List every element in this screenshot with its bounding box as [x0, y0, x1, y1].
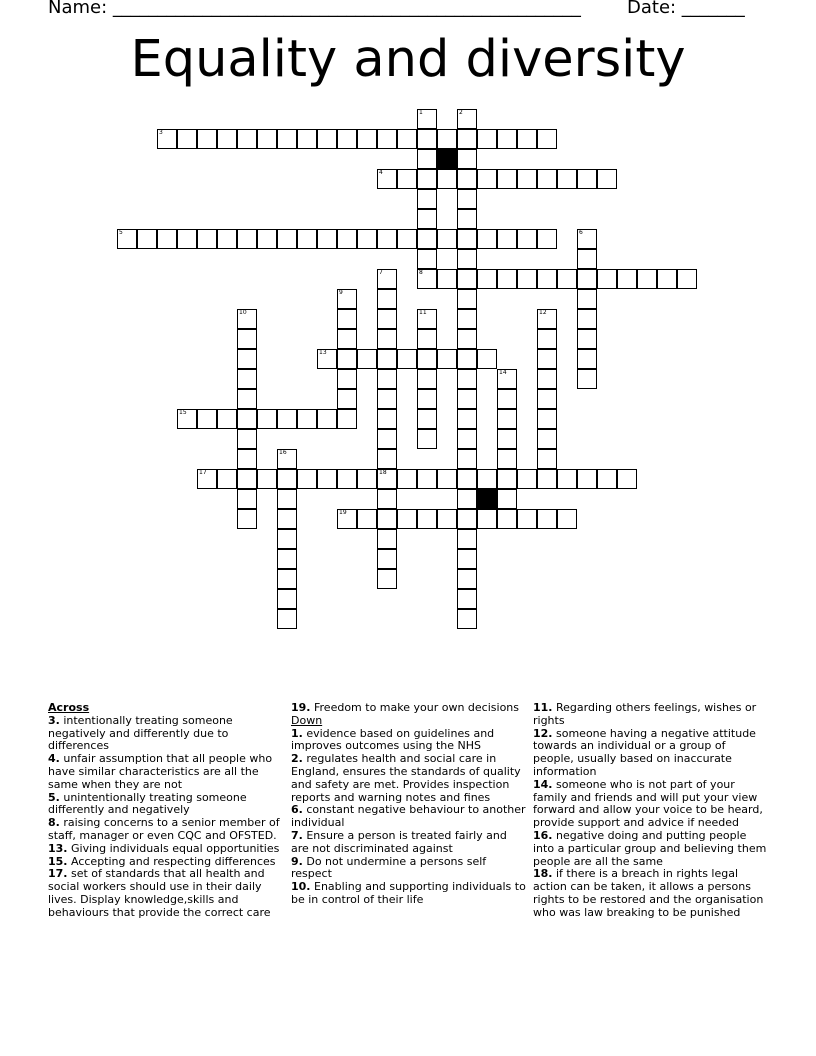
- grid-cell[interactable]: [417, 349, 437, 369]
- grid-cell[interactable]: [497, 509, 517, 529]
- clue-text: Ensure a person is treated fairly and are not discriminated against: [291, 828, 507, 855]
- grid-cell[interactable]: [377, 509, 397, 529]
- clue-text: raising concerns to a senior member of staff, manager or even CQC and OFSTED.: [48, 816, 280, 842]
- grid-cell[interactable]: [237, 129, 257, 149]
- grid-cell[interactable]: [277, 229, 297, 249]
- grid-cell[interactable]: [357, 509, 377, 529]
- grid-cell[interactable]: [477, 469, 497, 489]
- grid-cell[interactable]: [577, 269, 597, 289]
- grid-cell[interactable]: [497, 389, 517, 409]
- grid-cell[interactable]: [457, 529, 477, 549]
- clue-text: regulates health and social care in England, ensures the standards of quality and safety are met. Provides inspection reports and warning notes and fines: [291, 752, 521, 804]
- grid-cell[interactable]: [257, 129, 277, 149]
- grid-cell[interactable]: [417, 409, 437, 429]
- grid-cell[interactable]: [537, 349, 557, 369]
- down-clue-16: [533, 830, 769, 868]
- grid-cell[interactable]: [417, 229, 437, 249]
- date-field-label: Date: _______: [627, 0, 745, 18]
- grid-cell[interactable]: [277, 529, 297, 549]
- grid-cell[interactable]: [217, 229, 237, 249]
- grid-cell[interactable]: [457, 129, 477, 149]
- grid-cell[interactable]: [217, 409, 237, 429]
- clue-column-1: [48, 702, 284, 920]
- clue-number-label: 7: [379, 269, 383, 276]
- clue-number: 4.: [48, 752, 60, 766]
- grid-cell[interactable]: [257, 469, 277, 489]
- clue-column-3: [533, 702, 769, 920]
- grid-cell[interactable]: [297, 469, 317, 489]
- grid-cell[interactable]: [517, 129, 537, 149]
- grid-cell[interactable]: [377, 549, 397, 569]
- grid-cell[interactable]: [337, 389, 357, 409]
- grid-cell[interactable]: [377, 409, 397, 429]
- grid-cell[interactable]: [457, 329, 477, 349]
- grid-cell[interactable]: [537, 269, 557, 289]
- grid-cell[interactable]: [477, 269, 497, 289]
- grid-cell[interactable]: [537, 309, 557, 329]
- grid-cell[interactable]: [337, 369, 357, 389]
- clue-number: 14.: [533, 777, 553, 791]
- grid-cell[interactable]: [237, 489, 257, 509]
- grid-cell[interactable]: [417, 249, 437, 269]
- grid-cell[interactable]: [577, 369, 597, 389]
- grid-cell[interactable]: [417, 429, 437, 449]
- clue-number: 1.: [291, 726, 303, 740]
- grid-cell[interactable]: [417, 389, 437, 409]
- grid-cell[interactable]: [537, 389, 557, 409]
- clue-number-label: 6: [579, 229, 583, 236]
- grid-cell[interactable]: [317, 409, 337, 429]
- grid-cell[interactable]: [377, 349, 397, 369]
- grid-cell[interactable]: [297, 409, 317, 429]
- grid-cell[interactable]: [477, 509, 497, 529]
- grid-cell[interactable]: [557, 509, 577, 529]
- clue-number-label: 4: [379, 169, 383, 176]
- grid-cell[interactable]: [277, 409, 297, 429]
- grid-cell[interactable]: [377, 449, 397, 469]
- clue-number-label: 19: [339, 509, 347, 516]
- grid-cell[interactable]: [377, 309, 397, 329]
- clue-number: 17.: [48, 867, 68, 881]
- grid-cell[interactable]: [537, 429, 557, 449]
- grid-cell[interactable]: [257, 229, 277, 249]
- clue-number-label: 9: [339, 289, 343, 296]
- grid-cell[interactable]: [237, 389, 257, 409]
- clue-number: 5.: [48, 790, 60, 804]
- grid-cell[interactable]: [417, 509, 437, 529]
- grid-cell[interactable]: [417, 149, 437, 169]
- grid-cell[interactable]: [277, 449, 297, 469]
- clue-number-label: 12: [539, 309, 547, 316]
- grid-cell[interactable]: [277, 129, 297, 149]
- grid-cell[interactable]: [557, 269, 577, 289]
- grid-cell[interactable]: [157, 229, 177, 249]
- clue-number-label: 15: [179, 409, 187, 416]
- clue-number: 9.: [291, 854, 303, 868]
- down-clue-10: [291, 881, 527, 907]
- grid-cell[interactable]: [277, 489, 297, 509]
- grid-cell[interactable]: [297, 129, 317, 149]
- clue-number-label: 13: [319, 349, 327, 356]
- clue-number-label: 16: [279, 449, 287, 456]
- grid-cell[interactable]: [497, 229, 517, 249]
- grid-cell[interactable]: [497, 369, 517, 389]
- clue-number-label: 2: [459, 109, 463, 116]
- grid-cell[interactable]: [457, 269, 477, 289]
- grid-cell[interactable]: [317, 469, 337, 489]
- clue-number: 6.: [291, 803, 303, 817]
- grid-cell[interactable]: [417, 109, 437, 129]
- grid-cell[interactable]: [617, 269, 637, 289]
- grid-cell[interactable]: [277, 609, 297, 629]
- grid-cell[interactable]: [217, 469, 237, 489]
- grid-cell[interactable]: [437, 269, 457, 289]
- grid-cell[interactable]: [457, 429, 477, 449]
- clue-text: Enabling and supporting individuals to be in control of their life: [291, 880, 526, 906]
- grid-cell[interactable]: [297, 229, 317, 249]
- grid-cell[interactable]: [417, 189, 437, 209]
- down-clue-1: [291, 728, 527, 754]
- clue-number-label: 1: [419, 109, 423, 116]
- down-clue-11: [533, 702, 769, 728]
- grid-cell[interactable]: [257, 409, 277, 429]
- grid-cell[interactable]: [457, 249, 477, 269]
- clue-number-label: 14: [499, 369, 507, 376]
- clue-text: someone having a negative attitude towards an individual or a group of people, usually based on inaccurate information: [533, 726, 756, 778]
- grid-cell[interactable]: [337, 469, 357, 489]
- clue-number-label: 3: [159, 129, 163, 136]
- clue-number: 12.: [533, 726, 553, 740]
- grid-cell[interactable]: [157, 129, 177, 149]
- grid-cell[interactable]: [337, 409, 357, 429]
- grid-cell[interactable]: [237, 409, 257, 429]
- grid-cell[interactable]: [317, 349, 337, 369]
- grid-cell[interactable]: [497, 429, 517, 449]
- grid-cell[interactable]: [277, 469, 297, 489]
- grid-cell[interactable]: [137, 229, 157, 249]
- grid-cell[interactable]: [377, 289, 397, 309]
- grid-cell[interactable]: [517, 509, 537, 529]
- clue-number: 7.: [291, 828, 303, 842]
- grid-cell[interactable]: [437, 349, 457, 369]
- clue-number: 15.: [48, 854, 68, 868]
- grid-cell[interactable]: [457, 229, 477, 249]
- clue-text: Freedom to make your own decisions: [314, 701, 520, 714]
- grid-cell[interactable]: [477, 129, 497, 149]
- grid-cell[interactable]: [497, 489, 517, 509]
- down-clue-18: [533, 868, 769, 919]
- grid-cell[interactable]: [397, 229, 417, 249]
- grid-cell[interactable]: [577, 289, 597, 309]
- clue-number: 18.: [533, 867, 553, 881]
- grid-cell[interactable]: [517, 229, 537, 249]
- clue-number: 13.: [48, 841, 68, 855]
- grid-cell[interactable]: [217, 129, 237, 149]
- grid-cell[interactable]: [557, 169, 577, 189]
- grid-cell[interactable]: [377, 129, 397, 149]
- down-clue-6: [291, 804, 527, 830]
- clue-number: 10.: [291, 880, 311, 894]
- down-clue-14: [533, 779, 769, 830]
- grid-cell[interactable]: [577, 169, 597, 189]
- grid-cell[interactable]: [457, 289, 477, 309]
- down-clue-2: [291, 753, 527, 804]
- grid-cell[interactable]: [537, 129, 557, 149]
- grid-cell[interactable]: [457, 189, 477, 209]
- grid-cell[interactable]: [277, 509, 297, 529]
- grid-cell[interactable]: [457, 309, 477, 329]
- grid-cell[interactable]: [357, 129, 377, 149]
- grid-cell[interactable]: [377, 229, 397, 249]
- clue-number-label: 18: [379, 469, 387, 476]
- clue-text: Giving individuals equal opportunities: [71, 841, 280, 855]
- clue-number-label: 5: [119, 229, 123, 236]
- puzzle-title: Equality and diversity: [130, 30, 686, 89]
- grid-cell[interactable]: [517, 169, 537, 189]
- grid-cell[interactable]: [537, 449, 557, 469]
- clue-number: 8.: [48, 816, 60, 830]
- grid-cell[interactable]: [397, 469, 417, 489]
- grid-cell[interactable]: [577, 249, 597, 269]
- clue-text: negative doing and putting people into a particular group and believing them people are all the same: [533, 828, 767, 868]
- clue-text: if there is a breach in rights legal action can be taken, it allows a persons rights to be restored and the organisation who was law breaking to be punished: [533, 867, 764, 919]
- grid-cell[interactable]: [497, 169, 517, 189]
- clue-number-label: 17: [199, 469, 207, 476]
- grid-cell[interactable]: [457, 209, 477, 229]
- grid-cell[interactable]: [597, 169, 617, 189]
- grid-cell[interactable]: [337, 309, 357, 329]
- down-clue-9: [291, 856, 527, 882]
- grid-cell[interactable]: [637, 269, 657, 289]
- grid-cell[interactable]: [377, 489, 397, 509]
- across-heading: Across: [48, 701, 90, 714]
- grid-cell[interactable]: [537, 409, 557, 429]
- clue-text: set of standards that all health and social workers should use in their daily lives. Display knowledge,skills and behaviours that provide the correct care: [48, 867, 271, 919]
- grid-cell[interactable]: [457, 169, 477, 189]
- clue-column-2: [291, 702, 527, 907]
- grid-cell[interactable]: [357, 349, 377, 369]
- clue-text: evidence based on guidelines and improves outcomes using the NHS: [291, 726, 495, 753]
- grid-cell[interactable]: [317, 129, 337, 149]
- grid-cell[interactable]: [337, 329, 357, 349]
- grid-cell[interactable]: [277, 569, 297, 589]
- grid-cell[interactable]: [237, 509, 257, 529]
- grid-cell[interactable]: [457, 349, 477, 369]
- across-clue-8: [48, 817, 284, 843]
- grid-cell[interactable]: [577, 469, 597, 489]
- grid-cell[interactable]: [597, 269, 617, 289]
- grid-cell[interactable]: [357, 229, 377, 249]
- grid-cell[interactable]: [457, 109, 477, 129]
- grid-cell[interactable]: [457, 409, 477, 429]
- grid-cell[interactable]: [457, 509, 477, 529]
- grid-cell[interactable]: [337, 129, 357, 149]
- grid-cell[interactable]: [457, 549, 477, 569]
- down-clue-7: [291, 830, 527, 856]
- grid-cell[interactable]: [197, 469, 217, 489]
- grid-cell[interactable]: [477, 229, 497, 249]
- grid-cell[interactable]: [377, 429, 397, 449]
- grid-cell[interactable]: [377, 329, 397, 349]
- black-cell: [477, 489, 497, 509]
- grid-cell[interactable]: [237, 449, 257, 469]
- across-clue-3: [48, 715, 284, 753]
- grid-cell[interactable]: [117, 229, 137, 249]
- grid-cell[interactable]: [337, 289, 357, 309]
- clue-text: unintentionally treating someone differently and negatively: [48, 790, 247, 817]
- grid-cell[interactable]: [377, 389, 397, 409]
- grid-cell[interactable]: [437, 229, 457, 249]
- clue-number-label: 10: [239, 309, 247, 316]
- grid-cell[interactable]: [457, 449, 477, 469]
- grid-cell[interactable]: [457, 389, 477, 409]
- clue-number: 16.: [533, 828, 553, 842]
- grid-cell[interactable]: [437, 509, 457, 529]
- grid-cell[interactable]: [337, 509, 357, 529]
- clue-text: Do not undermine a persons self respect: [291, 854, 487, 881]
- grid-cell[interactable]: [317, 229, 337, 249]
- grid-cell[interactable]: [417, 269, 437, 289]
- grid-cell[interactable]: [337, 349, 357, 369]
- grid-cell[interactable]: [577, 329, 597, 349]
- across-clue-19: [291, 702, 527, 715]
- grid-cell[interactable]: [417, 329, 437, 349]
- grid-cell[interactable]: [437, 469, 457, 489]
- grid-cell[interactable]: [277, 549, 297, 569]
- clue-text: unfair assumption that all people who have similar characteristics are all the same when they are not: [48, 752, 273, 791]
- black-cell: [437, 149, 457, 169]
- grid-cell[interactable]: [577, 229, 597, 249]
- grid-cell[interactable]: [597, 469, 617, 489]
- grid-cell[interactable]: [237, 309, 257, 329]
- grid-cell[interactable]: [577, 349, 597, 369]
- grid-cell[interactable]: [497, 449, 517, 469]
- grid-cell[interactable]: [237, 429, 257, 449]
- grid-cell[interactable]: [457, 609, 477, 629]
- grid-cell[interactable]: [437, 129, 457, 149]
- across-clue-4: [48, 753, 284, 791]
- clue-text: Regarding others feelings, wishes or rights: [533, 701, 757, 727]
- grid-cell[interactable]: [177, 409, 197, 429]
- grid-cell[interactable]: [177, 229, 197, 249]
- grid-cell[interactable]: [677, 269, 697, 289]
- grid-cell[interactable]: [377, 529, 397, 549]
- grid-cell[interactable]: [237, 329, 257, 349]
- clue-text: Accepting and respecting differences: [71, 854, 276, 868]
- grid-cell[interactable]: [517, 269, 537, 289]
- grid-cell[interactable]: [277, 589, 297, 609]
- grid-cell[interactable]: [237, 229, 257, 249]
- grid-cell[interactable]: [457, 469, 477, 489]
- grid-cell[interactable]: [397, 509, 417, 529]
- grid-cell[interactable]: [417, 309, 437, 329]
- grid-cell[interactable]: [177, 129, 197, 149]
- grid-cell[interactable]: [457, 589, 477, 609]
- grid-cell[interactable]: [497, 469, 517, 489]
- clue-number: 19.: [291, 701, 311, 714]
- grid-cell[interactable]: [417, 169, 437, 189]
- down-heading: Down: [291, 713, 323, 727]
- grid-cell[interactable]: [537, 369, 557, 389]
- grid-cell[interactable]: [417, 209, 437, 229]
- clue-number-label: 11: [419, 309, 427, 316]
- grid-cell[interactable]: [477, 169, 497, 189]
- grid-cell[interactable]: [237, 469, 257, 489]
- grid-cell[interactable]: [537, 509, 557, 529]
- clue-text: someone who is not part of your family and friends and will put your view forward and allow your voice to be heard, provide support and advice if needed: [533, 777, 763, 830]
- clue-number: 3.: [48, 713, 60, 727]
- grid-cell[interactable]: [477, 349, 497, 369]
- grid-cell[interactable]: [397, 349, 417, 369]
- grid-cell[interactable]: [197, 409, 217, 429]
- grid-cell[interactable]: [497, 269, 517, 289]
- grid-cell[interactable]: [457, 489, 477, 509]
- grid-cell[interactable]: [417, 469, 437, 489]
- grid-cell[interactable]: [657, 269, 677, 289]
- grid-cell[interactable]: [357, 469, 377, 489]
- grid-cell[interactable]: [417, 369, 437, 389]
- name-field-label: Name: ____________________________________________________: [48, 0, 581, 18]
- grid-cell[interactable]: [397, 169, 417, 189]
- clue-text: intentionally treating someone negatively and differently due to differences: [48, 713, 233, 753]
- grid-cell[interactable]: [537, 169, 557, 189]
- grid-cell[interactable]: [497, 129, 517, 149]
- grid-cell[interactable]: [557, 469, 577, 489]
- clue-text: constant negative behaviour to another individual: [291, 803, 526, 830]
- grid-cell[interactable]: [237, 369, 257, 389]
- clue-number: 2.: [291, 752, 303, 766]
- grid-cell[interactable]: [617, 469, 637, 489]
- across-clue-17: [48, 868, 284, 919]
- grid-cell[interactable]: [517, 469, 537, 489]
- grid-cell[interactable]: [197, 129, 217, 149]
- grid-cell[interactable]: [457, 569, 477, 589]
- grid-cell[interactable]: [537, 469, 557, 489]
- down-clue-12: [533, 728, 769, 779]
- grid-cell[interactable]: [377, 369, 397, 389]
- grid-cell[interactable]: [537, 229, 557, 249]
- across-clue-5: [48, 792, 284, 818]
- grid-cell[interactable]: [237, 349, 257, 369]
- grid-cell[interactable]: [577, 309, 597, 329]
- grid-cell[interactable]: [497, 409, 517, 429]
- grid-cell[interactable]: [337, 229, 357, 249]
- grid-cell[interactable]: [437, 169, 457, 189]
- grid-cell[interactable]: [537, 329, 557, 349]
- grid-cell[interactable]: [457, 149, 477, 169]
- grid-cell[interactable]: [397, 129, 417, 149]
- grid-cell[interactable]: [377, 269, 397, 289]
- clue-number-label: 8: [419, 269, 423, 276]
- grid-cell[interactable]: [377, 569, 397, 589]
- grid-cell[interactable]: [457, 369, 477, 389]
- grid-cell[interactable]: [377, 169, 397, 189]
- grid-cell[interactable]: [377, 469, 397, 489]
- clue-number: 11.: [533, 701, 553, 714]
- grid-cell[interactable]: [197, 229, 217, 249]
- grid-cell[interactable]: [417, 129, 437, 149]
